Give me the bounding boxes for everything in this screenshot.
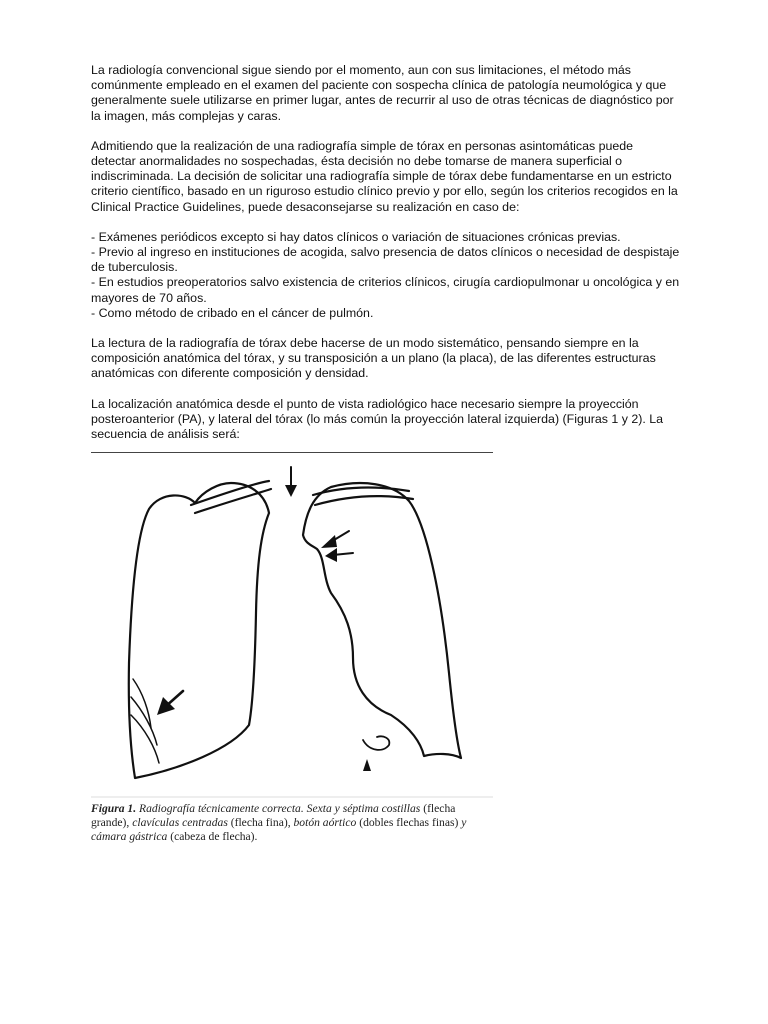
figure-1 (91, 452, 493, 844)
paragraph-projection: La localización anatómica desde el punto de vista radiológico hace necesario siempre la proyección posteroanterior (PA), y lateral del tórax (lo más común la proyección lateral izquierda) (Figuras 1 y 2). La secuencia de análisis será: (91, 396, 664, 442)
rib-line (131, 697, 157, 745)
list-item: - Exámenes periódicos excepto si hay datos clínicos o variación de situaciones crónicas previas. (91, 229, 621, 244)
document-body (91, 63, 681, 457)
caption-text: Radiografía técnicamente correcta. Sexta y séptima costillas (flecha grande), clavículas centradas (flecha fina), botón aórtico (dobles flechas finas) y cámara gástrica (cabeza de flecha). (91, 802, 467, 843)
list-item: - Como método de cribado en el cáncer de pulmón. (91, 305, 374, 320)
stomach-arrowhead (363, 759, 371, 771)
bullet-list (91, 230, 681, 321)
top-arrow-head (285, 485, 297, 497)
paragraph-intro: La radiología convencional sigue siendo por el momento, aun con sus limitaciones, el método más comúnmente empleado en el examen del paciente con sospecha clínica de patología neumológica y que generalmente suele utilizarse en primer lugar, antes de recurrir al uso de otras técnicas de diagnóstico por la imagen, más complejas y caras. (91, 63, 674, 123)
list-item: - Previo al ingreso en instituciones de acogida, salvo presencia de datos clínicos o necesidad de despistaje de tuberculosis. (91, 245, 680, 275)
paragraph-systematic-reading: La lectura de la radiografía de tórax debe hacerse de un modo sistemático, pensando siempre en la composición anatómica del tórax, y su transposición a un plano (la placa), de las diferentes estructuras anatómicas con diferente composición y densidad. (91, 336, 656, 381)
gastric-chamber (363, 736, 389, 749)
paragraph-indications: Admitiendo que la realización de una radiografía simple de tórax en personas asintomáticas puede detectar anormalidades no sospechadas, ésta decisión no debe tomarse de manera superficial o indiscriminada. La decisión de solicitar una radiografía simple de tórax debe fundamentarse en un estricto criterio científico, basado en un riguroso estudio clínico previo y por ello, según los criterios recogidos en la Clinical Practice Guidelines, puede desaconsejarse su realización en caso de: (91, 138, 678, 214)
left-lung-outline (303, 483, 461, 758)
left-clavicle-lower (315, 496, 413, 505)
aortic-arrow-lower-head (325, 548, 337, 562)
figure-label: Figura 1. (91, 802, 137, 815)
lung-outline-illustration (91, 453, 493, 798)
figure-caption (91, 802, 491, 844)
aortic-arrow-upper-head (321, 535, 337, 548)
chest-xray-drawing (91, 452, 493, 798)
right-lung-outline (129, 483, 269, 778)
list-item: - En estudios preoperatorios salvo existencia de criterios clínicos, cirugía cardiopulmonar u oncológica y en mayores de 70 años. (91, 275, 680, 305)
